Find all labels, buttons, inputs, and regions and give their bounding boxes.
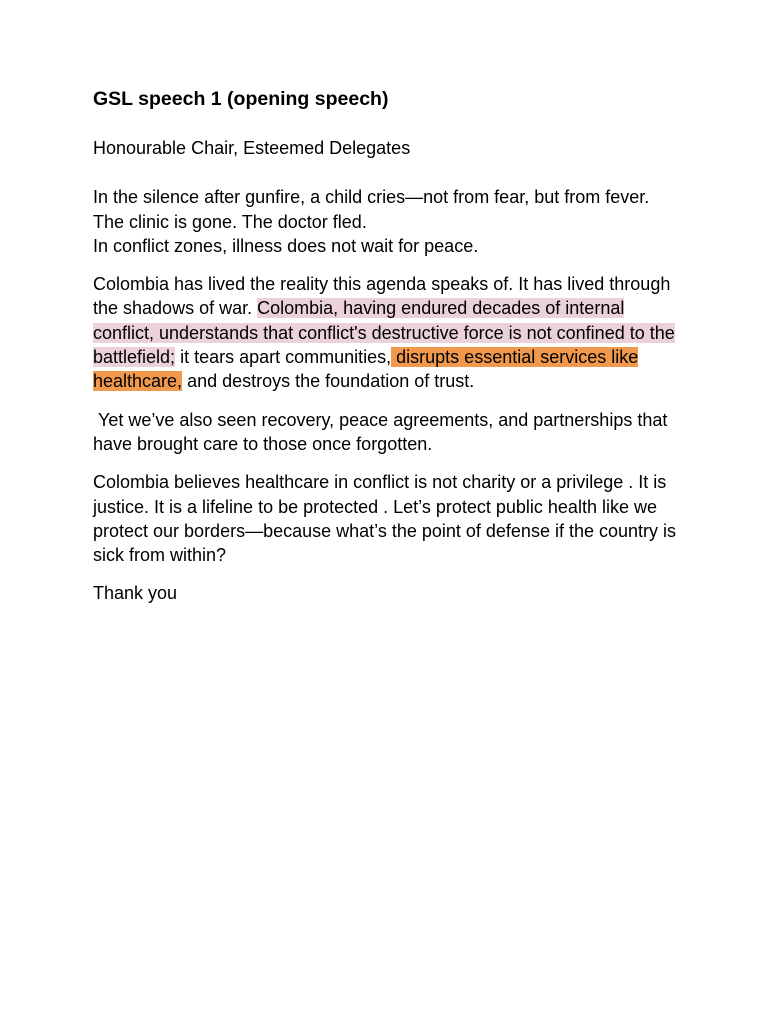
orange-highlight: disrupts essential services like healthcare, (93, 347, 639, 392)
document-body (93, 87, 683, 606)
paragraph-colombia-reality (93, 272, 683, 393)
paragraph-recovery: Yet we’ve also seen recovery, peace agreements, and partnerships that have brought care to those once forgotten. (93, 409, 673, 454)
paragraph-text: Colombia has lived the reality this agenda speaks of. It has lived through the shadows of war. (93, 274, 671, 319)
opening-line: The clinic is gone. The doctor fled. (93, 211, 367, 232)
paragraph-justice: Colombia believes healthcare in conflict is not charity or a privilege . It is justice. It is a lifeline to be protected . Let’s protect public health like we protect our borders—because what’s the point of defense if the country is sick from within? (93, 472, 677, 566)
closing-line: Thank you (93, 583, 178, 604)
opening-line: In the silence after gunfire, a child cries—not from fear, but from fever. (93, 187, 650, 208)
pink-highlight: Colombia, having endured decades of internal conflict, understands that conflict's destructive force is not confined to the battlefield; (93, 298, 675, 368)
paragraph-text: and destroys the foundation of trust. (182, 371, 475, 392)
opening-stanza (93, 185, 683, 258)
opening-line: In conflict zones, illness does not wait for peace. (93, 235, 479, 256)
document-title: GSL speech 1 (opening speech) (93, 88, 389, 110)
paragraph-text: it tears apart communities, (175, 347, 392, 368)
salutation: Honourable Chair, Esteemed Delegates (93, 138, 411, 158)
